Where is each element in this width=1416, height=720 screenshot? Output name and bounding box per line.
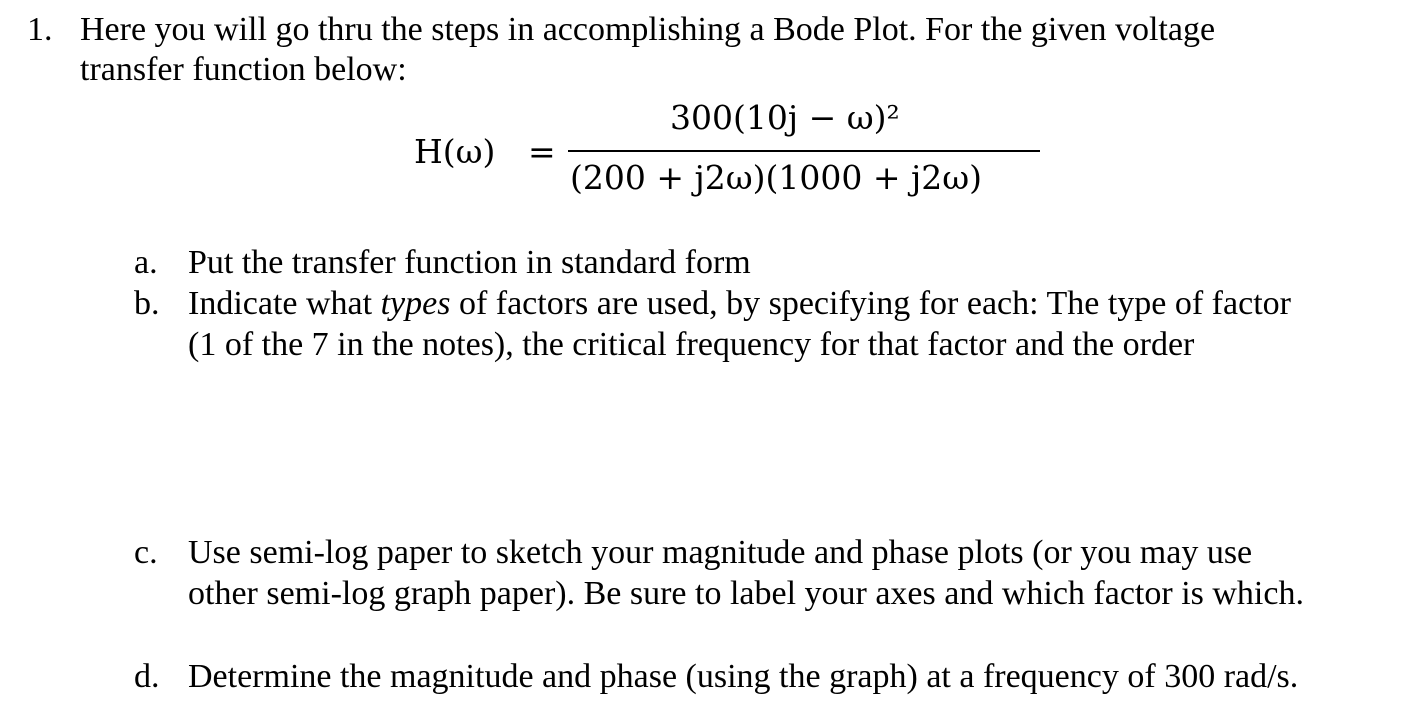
part-a-text: Put the transfer function in standard form <box>188 244 751 281</box>
part-c-marker: c. <box>134 534 158 571</box>
part-c-line-1: Use semi-log paper to sketch your magnitude and phase plots (or you may use <box>188 534 1253 571</box>
equation-numerator: 300(10j − ω)² <box>670 98 900 137</box>
part-b-marker: b. <box>134 285 160 322</box>
part-b-text-after: of factors are used, by specifying for each: The type of factor <box>450 285 1291 322</box>
fraction-bar <box>568 150 1040 152</box>
part-b-text-before: Indicate what <box>188 285 381 322</box>
equation-denominator: (200 + j2ω)(1000 + j2ω) <box>570 158 983 197</box>
question-intro-line-1: Here you will go thru the steps in accomplishing a Bode Plot. For the given voltage <box>80 11 1216 48</box>
part-c-line-2: other semi-log graph paper). Be sure to label your axes and which factor is which. <box>188 575 1304 612</box>
question-intro-line-2: transfer function below: <box>80 51 407 88</box>
part-b-line-1 <box>188 284 1291 324</box>
part-b-line-2: (1 of the 7 in the notes), the critical frequency for that factor and the order <box>188 326 1195 363</box>
part-a-marker: a. <box>134 244 158 281</box>
part-b-emphasis: types <box>380 285 451 322</box>
equation-lhs: H(ω) <box>414 132 496 171</box>
part-d-text: Determine the magnitude and phase (using the graph) at a frequency of 300 rad/s. <box>188 658 1299 695</box>
equation-equals-sign: = <box>528 132 556 171</box>
question-number: 1. <box>27 11 53 48</box>
part-d-marker: d. <box>134 658 160 695</box>
